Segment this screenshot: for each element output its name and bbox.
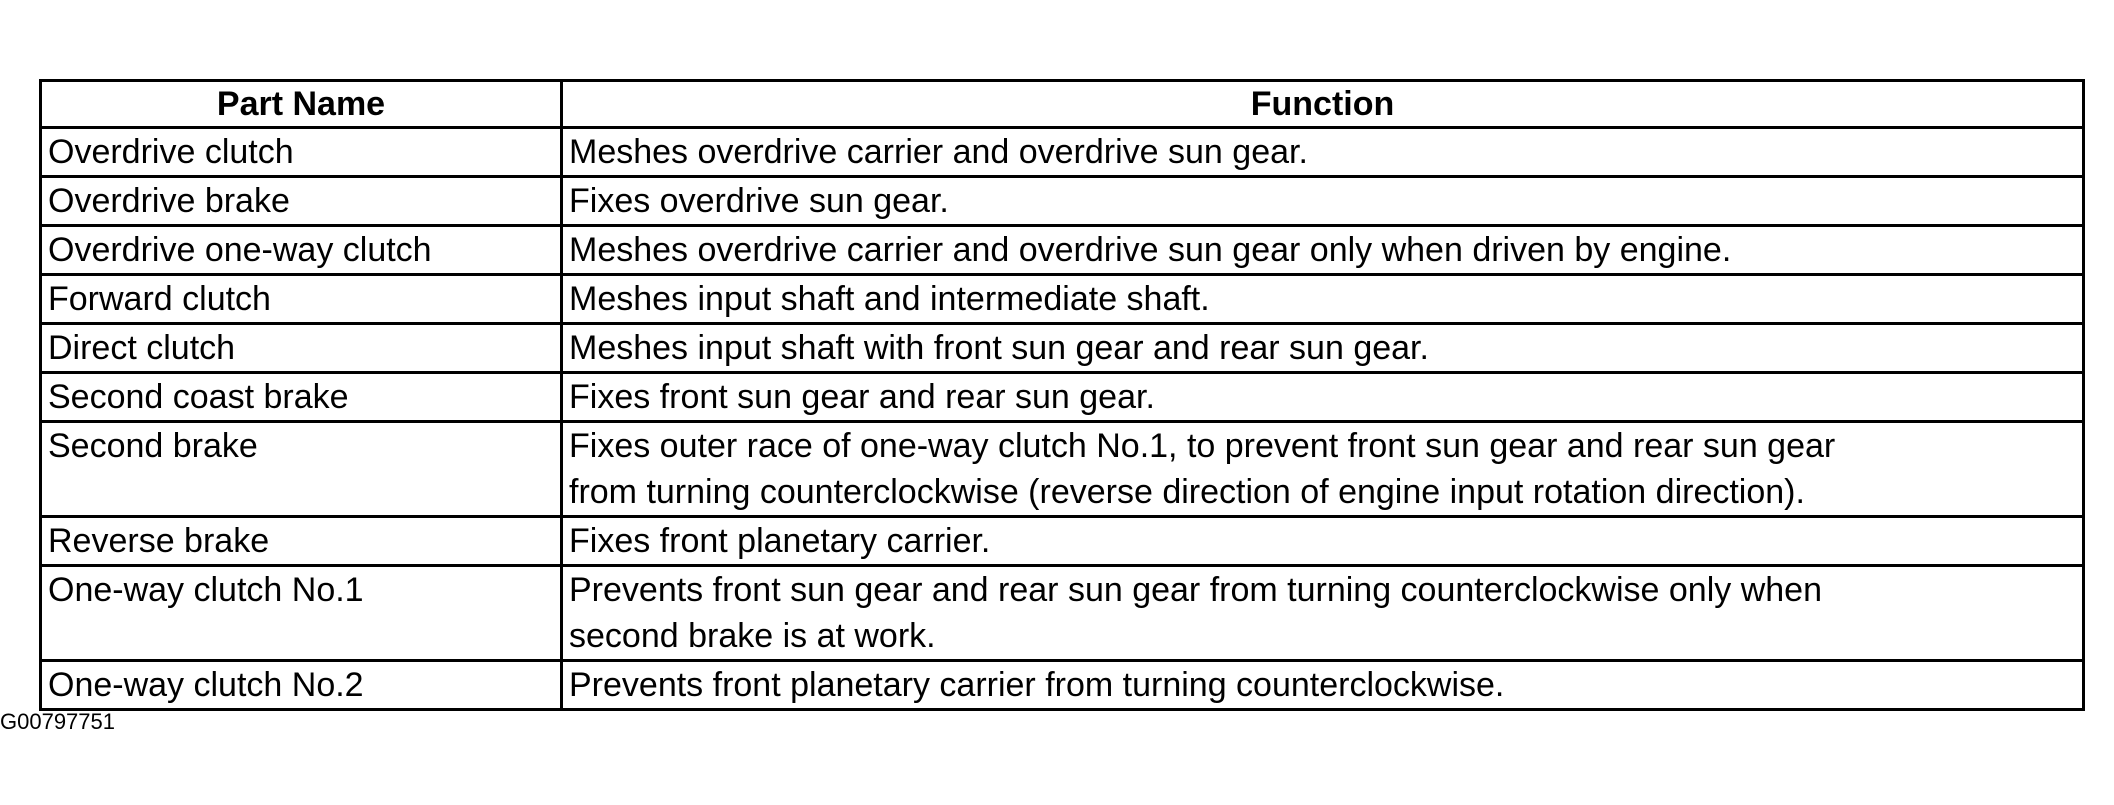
parts-function-table [39,79,2085,711]
part-name-cell: Reverse brake [41,517,562,566]
part-name-cell: Second brake [41,422,562,517]
function-cell [562,226,2084,275]
function-text-line: Fixes overdrive sun gear. [569,182,949,220]
function-text-line: Prevents front planetary carrier from turning counterclockwise. [569,666,1505,704]
part-name-cell: Overdrive one-way clutch [41,226,562,275]
figure-id: G00797751 [0,709,115,734]
function-text-line: Fixes outer race of one-way clutch No.1, to prevent front sun gear and rear sun gear [569,427,1836,465]
function-cell [562,275,2084,324]
table-row [41,128,2084,177]
function-cell [562,566,2084,661]
table-body [41,128,2084,710]
function-cell [562,324,2084,373]
function-cell [562,177,2084,226]
header-part-name: Part Name [41,81,562,128]
function-text-line: Prevents front sun gear and rear sun gear from turning counterclockwise only when [569,571,1822,609]
table-row [41,566,2084,661]
part-name-cell: Second coast brake [41,373,562,422]
table-row [41,422,2084,517]
function-cell [562,661,2084,710]
function-text-line: Fixes front planetary carrier. [569,522,991,560]
function-text-line: second brake is at work. [569,617,936,655]
function-cell [562,128,2084,177]
function-text-line: Fixes front sun gear and rear sun gear. [569,378,1155,416]
part-name-cell: Overdrive brake [41,177,562,226]
table-row [41,661,2084,710]
table-row [41,177,2084,226]
function-text-line: Meshes overdrive carrier and overdrive sun gear only when driven by engine. [569,231,1732,269]
table-header-row [41,81,2084,128]
table-row [41,275,2084,324]
function-text-line: Meshes overdrive carrier and overdrive sun gear. [569,133,1308,171]
function-text-line: from turning counterclockwise (reverse direction of engine input rotation direction). [569,473,1805,511]
part-name-cell: Overdrive clutch [41,128,562,177]
part-name-cell: Forward clutch [41,275,562,324]
table-row [41,373,2084,422]
table-row [41,324,2084,373]
part-name-cell: One-way clutch No.1 [41,566,562,661]
part-name-cell: Direct clutch [41,324,562,373]
function-text-line: Meshes input shaft with front sun gear and rear sun gear. [569,329,1429,367]
part-name-cell: One-way clutch No.2 [41,661,562,710]
table-row [41,517,2084,566]
function-cell [562,373,2084,422]
function-cell [562,422,2084,517]
function-text-line: Meshes input shaft and intermediate shaft. [569,280,1210,318]
function-cell [562,517,2084,566]
table-row [41,226,2084,275]
header-function: Function [562,81,2084,128]
